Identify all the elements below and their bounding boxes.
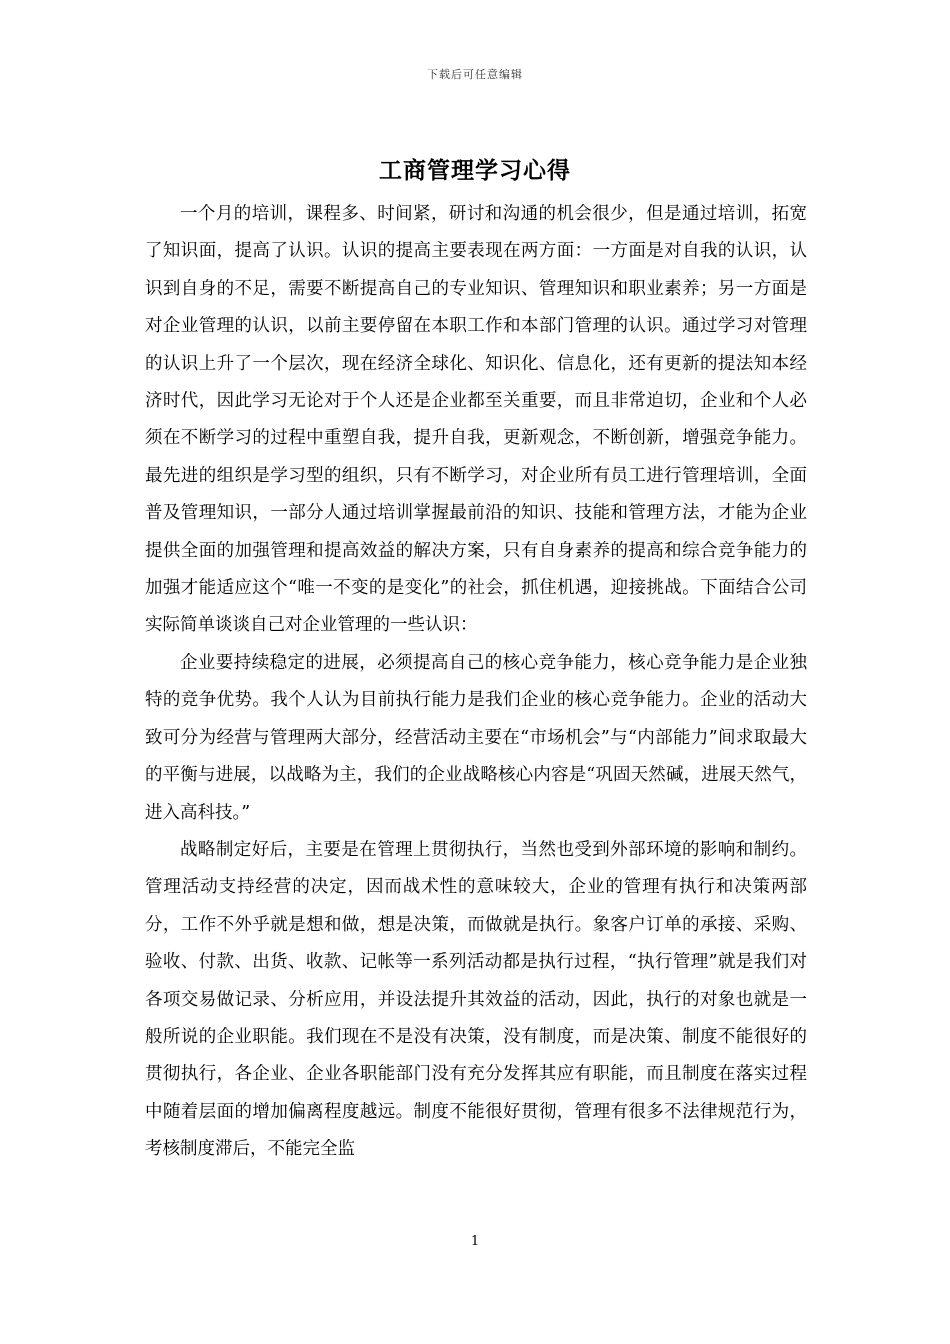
page-number: 1 (470, 1234, 480, 1249)
document-body (145, 196, 807, 1169)
paragraph-2: 企业要持续稳定的进展，必须提高自己的核心竞争能力，核心竞争能力是企业独特的竞争优势。我个人认为目前执行能力是我们企业的核心竞争能力。企业的活动大致可分为经营与管理两大部分，经营活动主要在“市场机会”与“内部能力”间求取最大的平衡与进展，以战略为主，我们的企业战略核心内容是“巩固天然碱，进展天然气，进入高科技。” (145, 652, 807, 823)
paragraph-1: 一个月的培训，课程多、时间紧，研讨和沟通的机会很少，但是通过培训，拓宽了知识面，提高了认识。认识的提高主要表现在两方面：一方面是对自我的认识，认识到自身的不足，需要不断提高自己的专业知识、管理知识和职业素养；另一方面是对企业管理的认识，以前主要停留在本职工作和本部门管理的认识。通过学习对管理的认识上升了一个层次，现在经济全球化、知识化、信息化，还有更新的提法知本经济时代，因此学习无论对于个人还是企业都至关重要，而且非常迫切，企业和个人必须在不断学习的过程中重塑自我，提升自我，更新观念，不断创新，增强竞争能力。最先进的组织是学习型的组织，只有不断学习，对企业所有员工进行管理培训，全面普及管理知识，一部分人通过培训掌握最前沿的知识、技能和管理方法，才能为企业提供全面的加强管理和提高效益的解决方案，只有自身素养的提高和综合竞争能力的加强才能适应这个“唯一不变的是变化”的社会，抓住机遇，迎接挑战。下面结合公司实际简单谈谈自己对企业管理的一些认识： (145, 204, 807, 636)
paragraph-3: 战略制定好后，主要是在管理上贯彻执行，当然也受到外部环境的影响和制约。管理活动支持经营的决定，因而战术性的意味较大，企业的管理有执行和决策两部分，工作不外乎就是想和做，想是决策，而做就是执行。象客户订单的承接、采购、验收、付款、出货、收款、记帐等一系列活动都是执行过程，“执行管理”就是我们对各项交易做记录、分析应用，并设法提升其效益的活动，因此，执行的对象也就是一般所说的企业职能。我们现在不是没有决策，没有制度，而是决策、制度不能很好的贯彻执行，各企业、企业各职能部门没有充分发挥其应有职能，而且制度在落实过程中随着层面的增加偏离程度越远。制度不能很好贯彻，管理有很多不法律规范行为，考核制度滞后，不能完全监 (145, 839, 807, 1160)
document-title: 工商管理学习心得 (379, 157, 571, 184)
page-header: 下载后可任意编辑 (427, 68, 523, 81)
